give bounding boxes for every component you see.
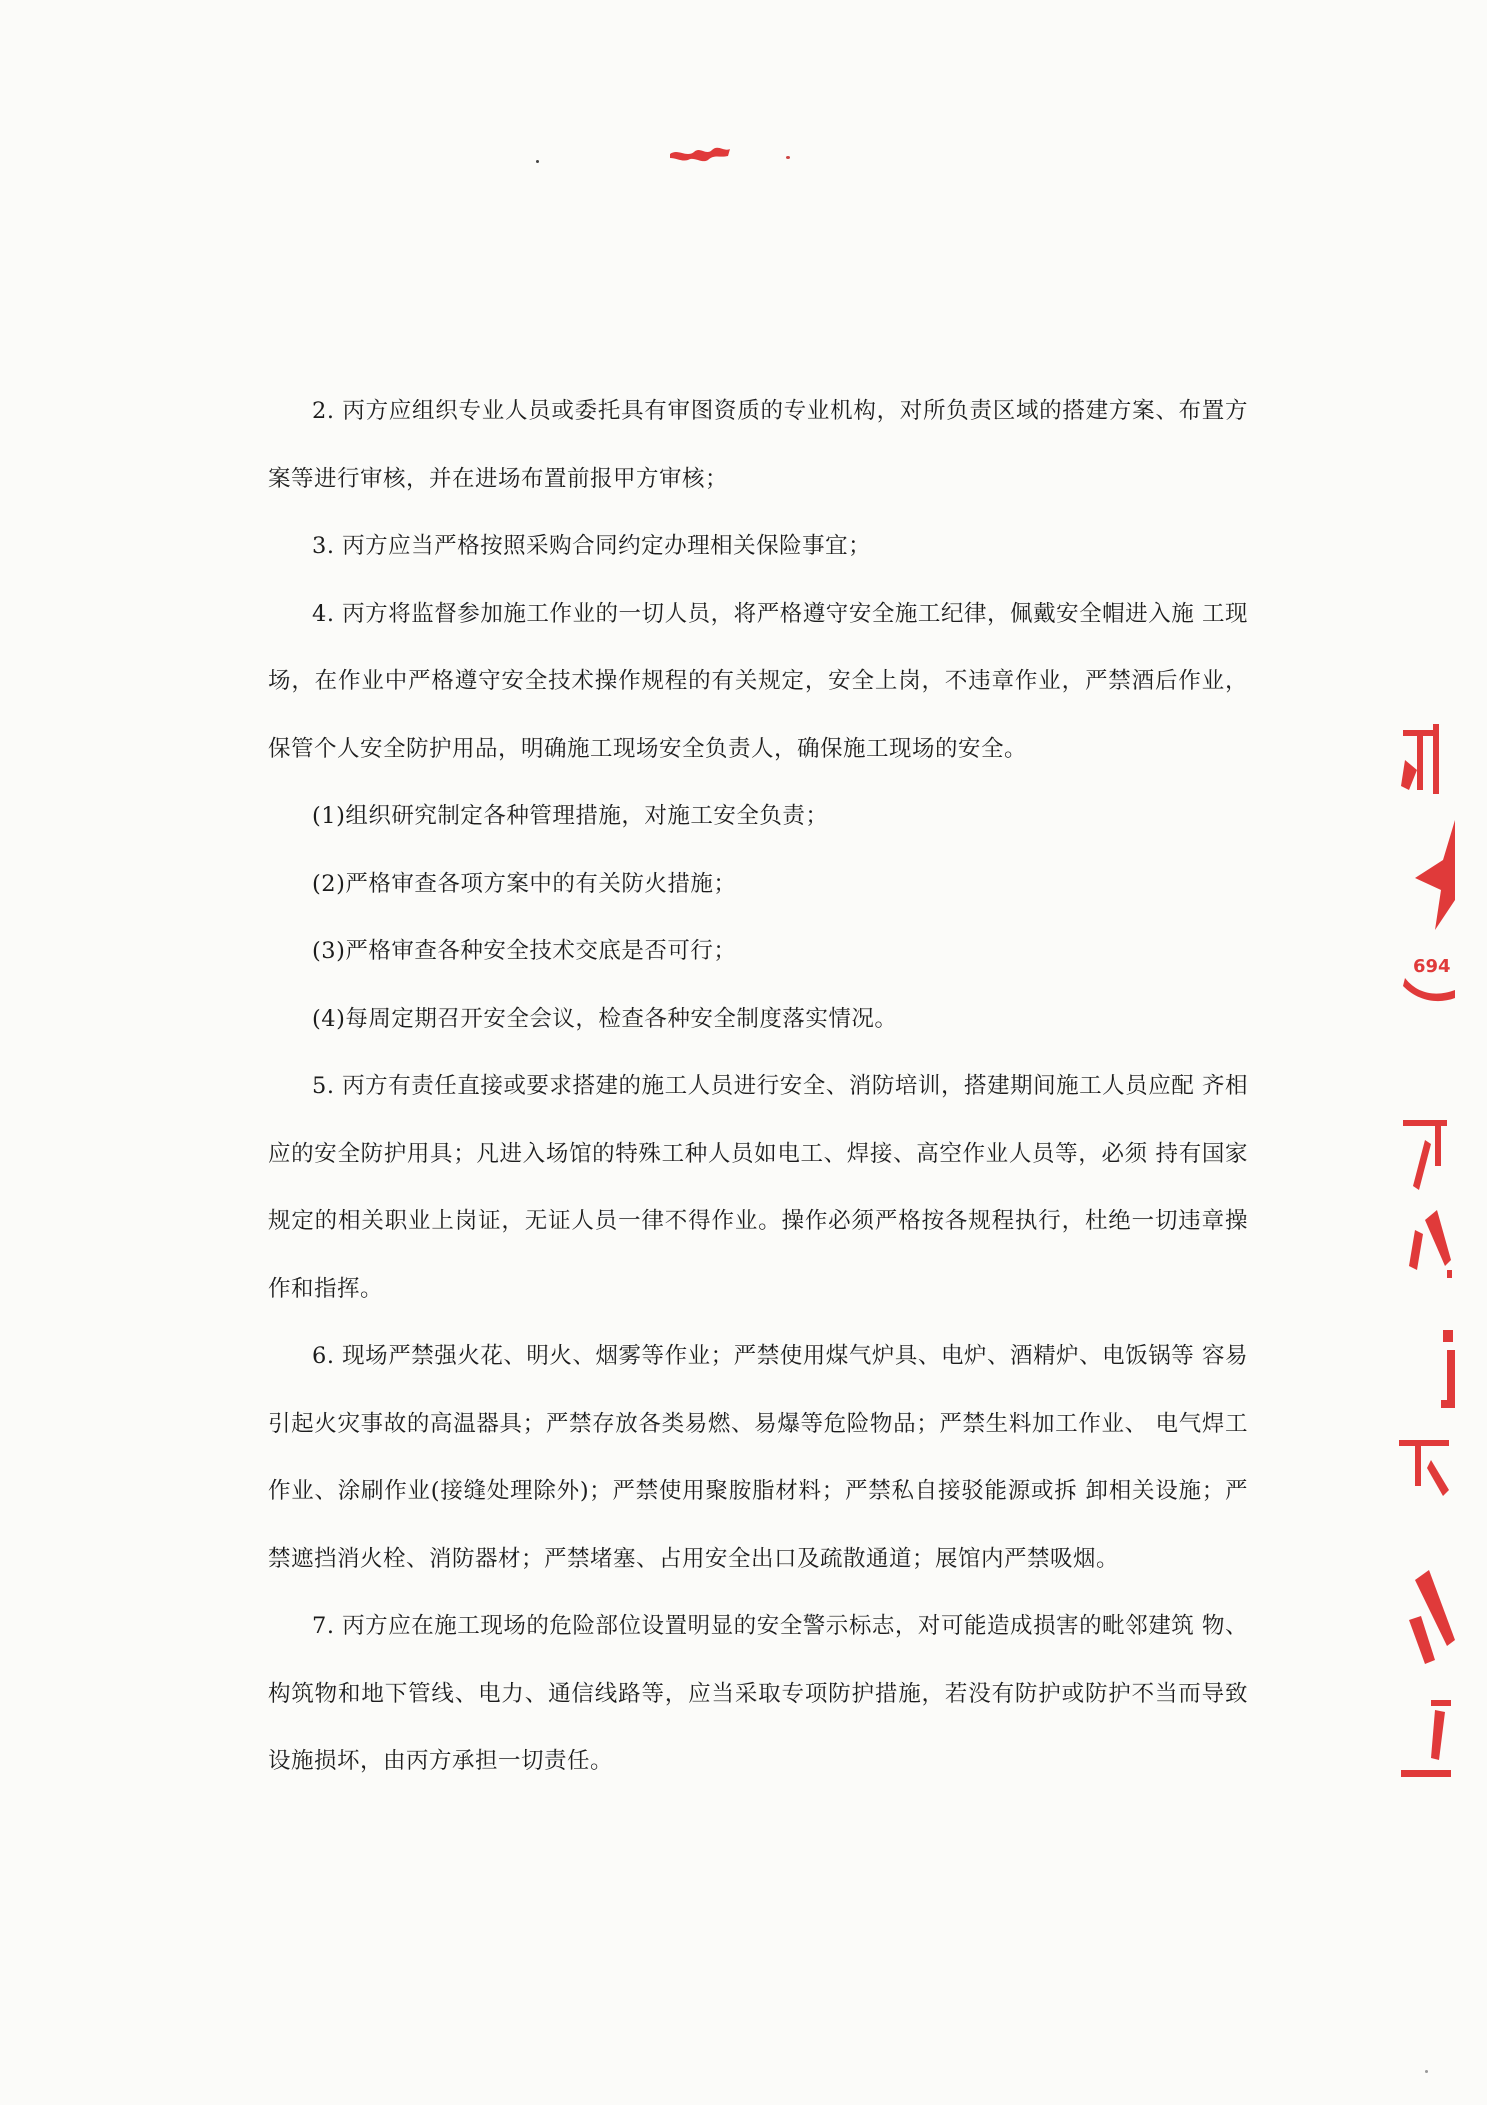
clause-4-item-3: (3)严格审查各种安全技术交底是否可行； [312,938,737,964]
seal-fragment-char-4 [1441,1330,1455,1408]
seal-smudge-mark [668,140,732,166]
clause-4-item-1: (1)组织研究制定各种管理措施，对施工安全负责； [312,803,829,829]
seal-star-fragment [1415,820,1455,930]
clause-4-item-2: (2)严格审查各项方案中的有关防火措施； [312,870,737,897]
seal-number-fragment [1403,956,1455,1001]
clause-4-item-4: (4)每周定期召开安全会议，检查各种安全制度落实情况。 [312,1005,898,1032]
clause-6: 6. 现场严禁强火花、明火、烟雾等作业；严禁使用煤气炉具、电炉、酒精炉、电饭锅等 容易引起火灾事故的高温器具；严禁存放各类易燃、易爆等危险物品；严禁生料加工作业、 电气焊工作业、涂刷作业(接缝处理除外)；严禁使用聚胺脂材料；严禁私自接驳能源或拆 卸相关设施；严禁遮挡消火栓、消防器材；严禁堵塞、占用安全出口及疏散通道；展馆内严禁吸烟。 [268,1343,1248,1572]
svg-text:694: 694 [1413,956,1451,977]
seal-fragment-char-6 [1409,1570,1455,1664]
scan-speck [536,160,539,163]
seal-fragment-char-1 [1401,724,1439,794]
seal-fragment-strip [1395,700,1455,1800]
seal-fragment-char-2 [1403,1120,1447,1190]
scan-speck [1425,2070,1428,2073]
clause-4: 4. 丙方将监督参加施工作业的一切人员，将严格遵守安全施工纪律，佩戴安全帽进入施 工现场，在作业中严格遵守安全技术操作规程的有关规定，安全上岗，不违章作业，严禁酒后作业，保管个人安全防护用品，明确施工现场安全负责人，确保施工现场的安全。 [268,600,1248,762]
clause-3: 3. 丙方应当严格按照采购合同约定办理相关保险事宜； [312,533,872,559]
seal-fragment-char-7 [1401,1700,1451,1777]
seal-fragment-char-3 [1409,1210,1452,1278]
scan-speck [786,156,790,159]
clause-2: 2. 丙方应组织专业人员或委托具有审图资质的专业机构，对所负责区域的搭建方案、布置方案等进行审核，并在进场布置前报甲方审核； [268,398,1248,492]
clause-5: 5. 丙方有责任直接或要求搭建的施工人员进行安全、消防培训，搭建期间施工人员应配 齐相应的安全防护用具；凡进入场馆的特殊工种人员如电工、焊接、高空作业人员等，必须 持有国家规定的相关职业上岗证，无证人员一律不得作业。操作必须严格按各规程执行，杜绝一切违章操作和指挥。 [268,1073,1248,1302]
clause-7: 7. 丙方应在施工现场的危险部位设置明显的安全警示标志，对可能造成损害的毗邻建筑 物、构筑物和地下管线、电力、通信线路等，应当采取专项防护措施，若没有防护或防护不当而导致设施损坏，由丙方承担一切责任。 [268,1613,1248,1774]
document-body [268,378,1248,1796]
seal-fragment-char-5 [1399,1440,1449,1496]
